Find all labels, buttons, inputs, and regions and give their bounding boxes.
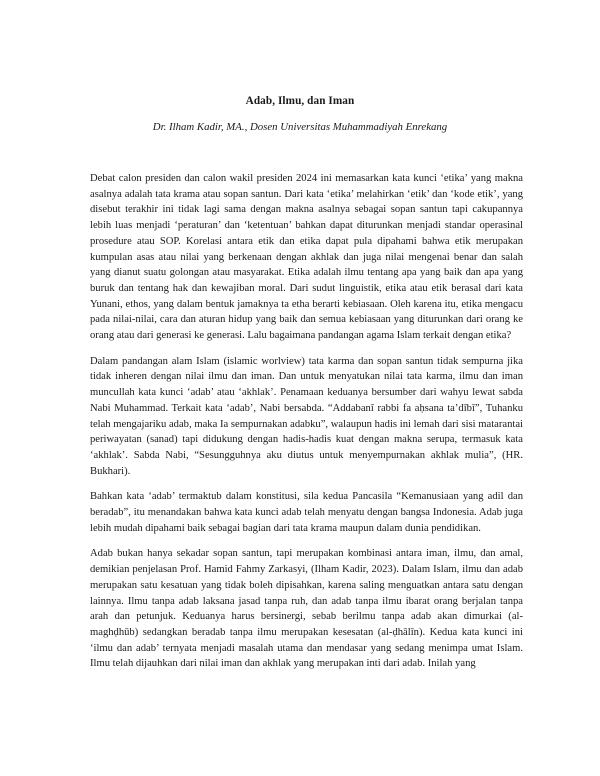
- paragraph: Bahkan kata ‘adab’ termaktub dalam konstitusi, sila kedua Pancasila “Kemanusiaan yang adil dan beradab”, itu menandakan bahwa kata kunci adab telah menyatu dengan bangsa Indonesia. Adab juga lebih mudah dipahami baik sebagai bagian dari tata krama maupun dalam dunia pendidikan.: [90, 491, 523, 534]
- article-title: Adab, Ilmu, dan Iman: [245, 95, 355, 107]
- paragraph: Adab bukan hanya sekadar sopan santun, tapi merupakan kombinasi antara iman, ilmu, dan amal, demikian penjelasan Prof. Hamid Fahmy Zarkasyi, (Ilham Kadir, 2023). Dalam Islam, ilmu dan adab merupakan satu kesatuan yang tidak boleh dipisahkan, karena saling menguatkan antara satu dengan lainnya. Ilmu tanpa adab laksana jasad tanpa ruh, dan adab tanpa ilmu ibarat orang berjalan tanpa arah dan petunjuk. Keduanya harus bersinergi, sebab berilmu tanpa adab akan dimurkai (al-maghḍhūb) sedangkan beradab tanpa ilmu merupakan kesesatan (al-ḍhālīn). Kedua kata kunci ini ‘ilmu dan adab’ ternyata menjadi masalah utama dan mendasar yang sedang menimpa umat Islam. Ilmu telah dijauhkan dari nilai iman dan akhlak yang merupakan inti dari adab. Inilah yang: [90, 548, 523, 670]
- article-body: [90, 171, 523, 682]
- author-line: Dr. Ilham Kadir, MA., Dosen Universitas Muhammadiyah Enrekang: [152, 121, 448, 133]
- paragraph: Debat calon presiden dan calon wakil presiden 2024 ini memasarkan kata kunci ‘etika’ yang makna asalnya adalah tata krama atau sopan santun. Dari kata ‘etika’ melahirkan ‘etik’ dan ‘kode etik’, yang disebut terakhir ini tidak lagi sama dengan makna asalnya sebagai sopan santun tapi cakupannya lebih luas menjadi ‘peraturan’ dan ‘ketentuan’ bahkan dapat diturunkan menjadi standar operasinal prosedure atau SOP. Korelasi antara etik dan etika dapat pula dipahami bahwa etik merupakan kumpulan asas atau nilai yang berkenaan dengan akhlak dan juga nilai mengenai benar dan salah yang dianut suatu golongan atau masyarakat. Etika adalah ilmu tentang apa yang baik dan apa yang buruk dan tentang hak dan kewajiban moral. Dari sudut linguistik, etika atau etik berasal dari kata Yunani, ethos, yang dalam bentuk jamaknya ta etha berarti kebiasaan. Oleh karena itu, etika mengacu pada nilai-nilai, cara dan aturan hidup yang baik dan semua kebiasaan yang diturunkan dari orang ke orang atau dari generasi ke generasi. Lalu bagaimana pandangan agama Islam terkait dengan etika?: [90, 173, 523, 342]
- paragraph: Dalam pandangan alam Islam (islamic worlview) tata karma dan sopan santun tidak sempurna jika tidak inheren dengan nilai ilmu dan iman. Dan untuk menyatukan nilai tata karma, ilmu dan iman muncullah kata kunci ‘adab’ atau ‘akhlak’. Penamaan keduanya bersumber dari wahyu lewat sabda Nabi Muhammad. Terkait kata ‘adab’, Nabi bersabda. “Addabanī rabbi fa aḥsana ta’dībī”, Tuhanku telah mengajariku adab, maka Ia sempurnakan adabku”, walaupun hadis ini lemah dari sisi matarantai periwayatan (sanad) tapi didukung dengan hadis-hadis kuat dengan makna serupa, termasuk kata ‘akhlak’. Sabda Nabi, “Sesungguhnya aku diutus untuk menyempurnakan akhlak mulia”, (HR. Bukhari).: [90, 355, 523, 477]
